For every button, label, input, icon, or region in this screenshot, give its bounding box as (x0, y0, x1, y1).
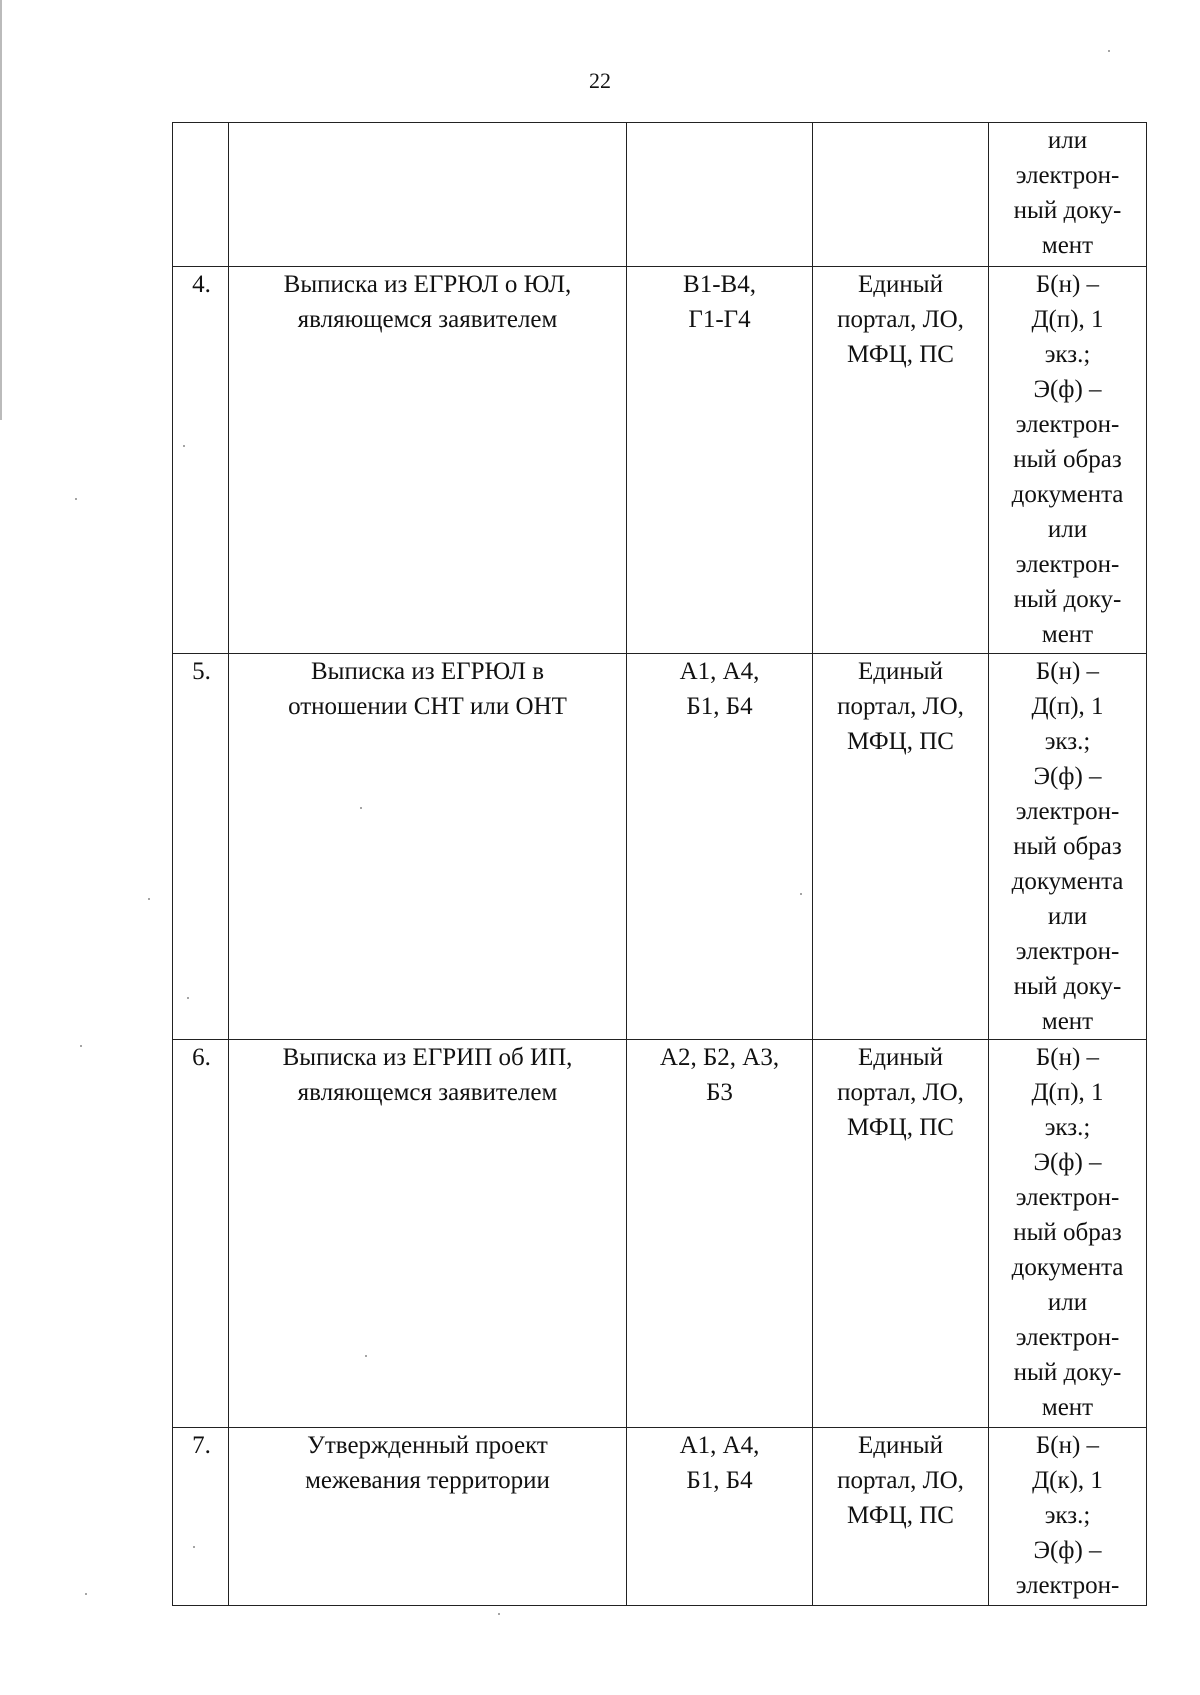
cell-text-line: Б(н) – (1035, 271, 1100, 298)
table-row (173, 123, 1147, 267)
cell-text-line: портал, ЛО, (837, 306, 964, 333)
table-row (173, 267, 1147, 654)
cell-applicant-groups (627, 1428, 813, 1606)
cell-text-line: ный доку- (1013, 1359, 1122, 1386)
table-body (173, 123, 1147, 1606)
cell-text-line: электрон- (1015, 1184, 1120, 1211)
cell-submission-channel (813, 1040, 989, 1428)
cell-document-format (989, 1428, 1147, 1606)
scan-speck (193, 1546, 195, 1548)
scan-speck (1108, 50, 1110, 52)
cell-text-line: 4. (192, 271, 211, 298)
cell-text-line: Э(ф) – (1033, 763, 1102, 790)
cell-text-line: портал, ЛО, (837, 693, 964, 720)
scan-speck (80, 1045, 82, 1047)
scan-speck (85, 1593, 87, 1595)
cell-text-line: ный доку- (1013, 586, 1122, 613)
cell-text-line: электрон- (1015, 411, 1120, 438)
scan-speck (187, 997, 189, 999)
cell-text-line: мент (1041, 232, 1094, 259)
cell-text-line: Д(п), 1 (1031, 1079, 1104, 1106)
cell-applicant-groups (627, 654, 813, 1040)
cell-text-line: портал, ЛО, (837, 1079, 964, 1106)
cell-text-line: экз.; (1044, 341, 1091, 368)
cell-text-line: электрон- (1015, 798, 1120, 825)
scan-edge (0, 0, 2, 420)
scan-speck (183, 445, 185, 447)
cell-document-name (229, 267, 627, 654)
cell-text-line: Единый (858, 658, 943, 685)
cell-text-line: МФЦ, ПС (847, 1502, 954, 1529)
cell-document-name (229, 1040, 627, 1428)
table-row (173, 654, 1147, 1040)
cell-text-line: мент (1041, 1394, 1094, 1421)
cell-text-line: 6. (192, 1044, 211, 1071)
cell-text-line: ный образ (1013, 446, 1122, 473)
cell-text-line: Выписка из ЕГРЮЛ о ЮЛ, (283, 271, 572, 298)
cell-text-line: Д(п), 1 (1031, 306, 1104, 333)
table-row (173, 1428, 1147, 1606)
cell-document-name (229, 1428, 627, 1606)
cell-text-line: Б(н) – (1035, 658, 1100, 685)
cell-text-line: Утвержденный проект (307, 1432, 548, 1459)
cell-text-line: портал, ЛО, (837, 1467, 964, 1494)
cell-text-line: экз.; (1044, 1502, 1091, 1529)
cell-applicant-groups (627, 123, 813, 267)
cell-text-line: мент (1041, 1008, 1094, 1035)
cell-text-line: Б1, Б4 (686, 693, 753, 720)
cell-text-line: документа (1011, 868, 1124, 895)
cell-number (173, 654, 229, 1040)
cell-submission-channel (813, 123, 989, 267)
cell-document-format (989, 1040, 1147, 1428)
cell-text-line: или (1047, 1289, 1088, 1316)
cell-text-line: ный образ (1013, 833, 1122, 860)
scan-speck (800, 893, 802, 895)
cell-submission-channel (813, 267, 989, 654)
cell-text-line: Б(н) – (1035, 1044, 1100, 1071)
document-table (172, 122, 1147, 1606)
cell-text-line: А2, Б2, А3, (659, 1044, 780, 1071)
cell-applicant-groups (627, 1040, 813, 1428)
cell-text-line: В1-В4, (683, 271, 756, 298)
cell-text-line: Г1-Г4 (688, 306, 751, 333)
cell-number (173, 1428, 229, 1606)
cell-text-line: электрон- (1015, 551, 1120, 578)
cell-text-line: Э(ф) – (1033, 376, 1102, 403)
cell-text-line: МФЦ, ПС (847, 728, 954, 755)
cell-text-line: А1, А4, (679, 658, 760, 685)
cell-number (173, 267, 229, 654)
cell-text-line: Б3 (706, 1079, 733, 1106)
cell-text-line: Б1, Б4 (686, 1467, 753, 1494)
cell-text-line: МФЦ, ПС (847, 341, 954, 368)
cell-text-line: ный доку- (1013, 197, 1122, 224)
cell-text-line: документа (1011, 481, 1124, 508)
cell-text-line: электрон- (1015, 938, 1120, 965)
cell-text-line: Выписка из ЕГРЮЛ в (310, 658, 545, 685)
cell-text-line: мент (1041, 621, 1094, 648)
cell-text-line: или (1047, 903, 1088, 930)
cell-text-line: 7. (192, 1432, 211, 1459)
cell-text-line: экз.; (1044, 1114, 1091, 1141)
cell-text-line: или (1047, 516, 1088, 543)
scan-speck (148, 898, 150, 900)
cell-text-line: Э(ф) – (1033, 1149, 1102, 1176)
cell-text-line: или (1047, 127, 1088, 154)
cell-text-line: Единый (858, 271, 943, 298)
cell-text-line: МФЦ, ПС (847, 1114, 954, 1141)
cell-number (173, 123, 229, 267)
cell-text-line: электрон- (1015, 162, 1120, 189)
scan-speck (498, 1613, 500, 1615)
cell-text-line: межевания территории (305, 1467, 550, 1494)
scan-speck (75, 498, 77, 500)
cell-text-line: 5. (192, 658, 211, 685)
cell-document-format (989, 654, 1147, 1040)
page-number: 22 (589, 68, 611, 93)
cell-document-format (989, 267, 1147, 654)
cell-text-line: Д(к), 1 (1032, 1467, 1103, 1494)
cell-submission-channel (813, 654, 989, 1040)
cell-document-name (229, 654, 627, 1040)
cell-text-line: документа (1011, 1254, 1124, 1281)
cell-text-line: Д(п), 1 (1031, 693, 1104, 720)
cell-text-line: являющемся заявителем (297, 306, 558, 333)
cell-text-line: отношении СНТ или ОНТ (288, 693, 567, 720)
cell-text-line: электрон- (1015, 1572, 1120, 1599)
cell-text-line: А1, А4, (679, 1432, 760, 1459)
cell-text-line: ный доку- (1013, 973, 1122, 1000)
cell-text-line: Выписка из ЕГРИП об ИП, (282, 1044, 573, 1071)
cell-submission-channel (813, 1428, 989, 1606)
cell-text-line: Б(н) – (1035, 1432, 1100, 1459)
cell-text-line: Единый (858, 1432, 943, 1459)
table-row (173, 1040, 1147, 1428)
cell-text-line: Единый (858, 1044, 943, 1071)
cell-text-line: электрон- (1015, 1324, 1120, 1351)
cell-document-name (229, 123, 627, 267)
scan-speck (365, 1355, 367, 1357)
cell-document-format (989, 123, 1147, 267)
cell-number (173, 1040, 229, 1428)
cell-text-line: Э(ф) – (1033, 1537, 1102, 1564)
cell-text-line: экз.; (1044, 728, 1091, 755)
cell-text-line: ный образ (1013, 1219, 1122, 1246)
scan-speck (360, 807, 362, 809)
cell-applicant-groups (627, 267, 813, 654)
cell-text-line: являющемся заявителем (297, 1079, 558, 1106)
